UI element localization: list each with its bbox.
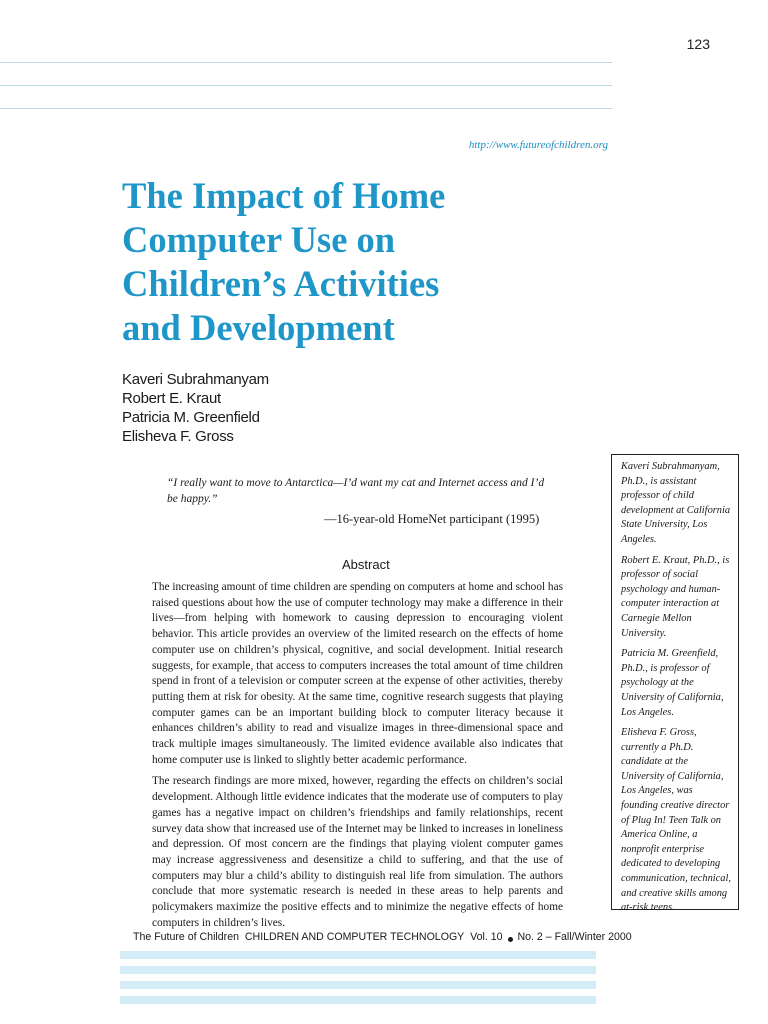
author-name: Robert E. Kraut: [122, 390, 221, 407]
footer-journal-name: The Future of Children: [133, 931, 239, 943]
author-bio: Kaveri Subrahmanyam, Ph.D., is assistant professor of child development at California State University, Los Angeles.: [621, 461, 731, 545]
author-name: Patricia M. Greenfield: [122, 409, 260, 426]
decorative-top-rules: [0, 62, 612, 131]
epigraph-quote: “I really want to move to Antarctica—I’d want my cat and Internet access and I’d be happy.”: [167, 477, 545, 505]
article-title: [122, 174, 542, 350]
author-bio: Elisheva F. Gross, currently a Ph.D. candidate at the University of California, Los Angeles, was founding creative director of Plug In! Teen Talk on America Online, a nonprofit enterprise dedicated to developing communication, technical, and creative skills among at-risk teens.: [621, 727, 731, 914]
abstract-paragraph: The increasing amount of time children are spending on computers at home and school has raised questions about how the use of computer technology may make a difference in their lives—from helping with homework to causing depression to encouraging violent behavior. This article provides an overview of the limited research on the effects of home computer use on children’s physical, cognitive, and social development. Initial research suggests, for example, that access to computers increases the total amount of time children spend in front of a television or computer screen at the expense of other activities, thereby putting them at risk for obesity. At the same time, cognitive research suggests that playing computer games can be an important building block to computer literacy because it enhances children’s ability to read and visualize images in three-dimensional space and track multiple images simultaneously. The limited evidence available also indicates that home computer use is linked to slightly better academic performance.: [152, 581, 563, 766]
footer-number: No. 2 – Fall/Winter 2000: [517, 931, 632, 943]
footer-volume: Vol. 10: [470, 931, 503, 943]
journal-footer: [133, 931, 632, 943]
author-bios-box: [611, 454, 739, 914]
author-name: Kaveri Subrahmanyam: [122, 371, 269, 388]
page-number: 123: [686, 36, 710, 52]
author-bio: Robert E. Kraut, Ph.D., is professor of social psychology and human-computer interaction at Carnegie Mellon University.: [621, 554, 730, 639]
epigraph-attribution: —16-year-old HomeNet participant (1995): [324, 512, 540, 526]
bullet-dot-icon: [508, 937, 513, 942]
title-line: The Impact of Home: [122, 175, 446, 216]
abstract-paragraph: The research findings are more mixed, however, regarding the effects on children’s social development. Although little evidence indicates that the moderate use of computers to play games has a negative impact on children’s friendships and family relationships, recent survey data show that increased use of the Internet may be linked to increases in loneliness and depression. Of most concern are the findings that playing violent computer games may increase aggressiveness and desensitize a child to suffering, and that the use of computers may blur a child’s ability to distinguish real life from simulation. The authors conclude that more systematic research is needed in these areas to help parents and policymakers maximize the positive effects and to minimize the negative effects of home computers in children’s lives.: [152, 775, 563, 929]
abstract-body: [152, 580, 563, 931]
author-bio: Patricia M. Greenfield, Ph.D., is professor of psychology at the University of California, Los Angeles.: [621, 648, 724, 718]
title-line: and Development: [122, 307, 395, 348]
footer-issue-title: CHILDREN AND COMPUTER TECHNOLOGY: [244, 931, 465, 943]
title-line: Children’s Activities: [122, 263, 440, 304]
abstract-heading: Abstract: [342, 557, 390, 572]
author-list: [122, 370, 269, 446]
decorative-bottom-bands: [120, 951, 596, 1011]
title-line: Computer Use on: [122, 219, 396, 260]
journal-url-link[interactable]: http://www.futureofchildren.org: [468, 139, 608, 151]
author-name: Elisheva F. Gross: [122, 428, 234, 445]
